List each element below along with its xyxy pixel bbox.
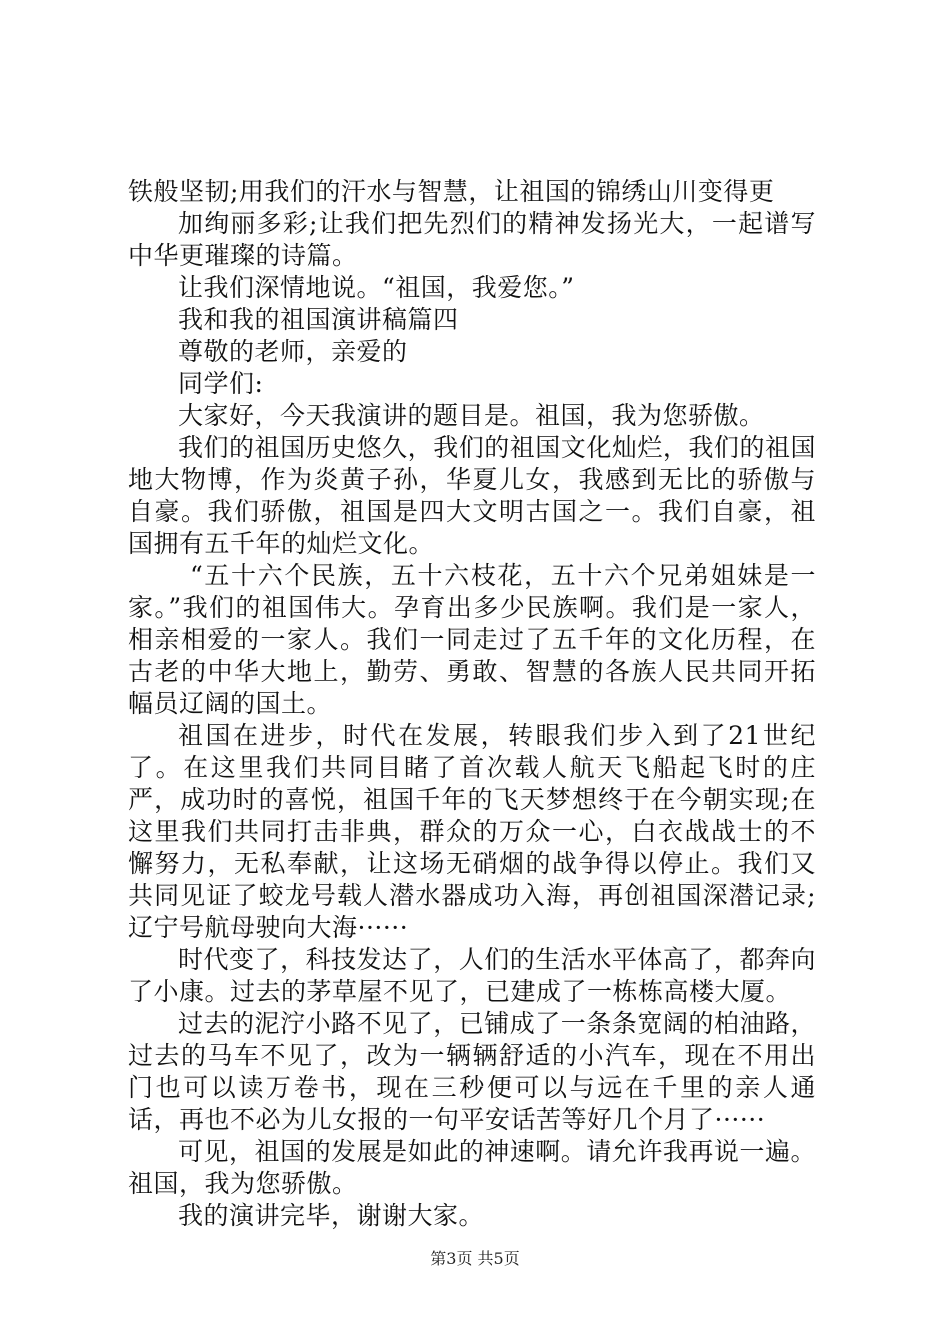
paragraph-nations: “五十六个民族，五十六枝花，五十六个兄弟姐妹是一家。”我们的祖国伟大。孕育出多少民族啊。我们是一家人，相亲相爱的一家人。我们一同走过了五千年的文化历程，在古老的中华大地上，勤劳、勇敢、智慧的各族人民共同开拓幅员辽阔的国土。 bbox=[128, 561, 816, 718]
paragraph-3: 让我们深情地说。“祖国，我爱您。” bbox=[178, 273, 575, 302]
salutation-line-2: 同学们: bbox=[178, 369, 264, 398]
paragraph-1: 铁般坚韧;用我们的汗水与智慧，让祖国的锦绣山川变得更 bbox=[128, 177, 775, 206]
page-number-footer: 第3页 共5页 bbox=[430, 1249, 520, 1268]
salutation-line-1: 尊敬的老师，亲爱的 bbox=[178, 337, 408, 366]
paragraph-conclusion: 可见，祖国的发展是如此的神速啊。请允许我再说一遍。祖国，我为您骄傲。 bbox=[128, 1137, 816, 1198]
paragraph-history: 我们的祖国历史悠久，我们的祖国文化灿烂，我们的祖国地大物博，作为炎黄子孙，华夏儿女，我感到无比的骄傲与自豪。我们骄傲，祖国是四大文明古国之一。我们自豪，祖国拥有五千年的灿烂文化。 bbox=[128, 433, 816, 558]
paragraph-greeting: 大家好，今天我演讲的题目是。祖国，我为您骄傲。 bbox=[178, 401, 765, 430]
paragraph-times: 时代变了，科技发达了，人们的生活水平体高了，都奔向了小康。过去的茅草屋不见了，已建成了一栋栋高楼大厦。 bbox=[128, 945, 816, 1006]
paragraph-past: 过去的泥泞小路不见了，已铺成了一条条宽阔的柏油路，过去的马车不见了，改为一辆辆舒适的小汽车，现在不用出门也可以读万卷书，现在三秒便可以与远在千里的亲人通话，再也不必为儿女报的一句平安话苦等好几个月了······ bbox=[128, 1009, 816, 1134]
paragraph-progress: 祖国在进步，时代在发展，转眼我们步入到了21世纪了。在这里我们共同目睹了首次载人航天飞船起飞时的庄严，成功时的喜悦，祖国千年的飞天梦想终于在今朝实现;在这里我们共同打击非典，群众的万众一心，白衣战战士的不懈努力，无私奉献，让这场无硝烟的战争得以停止。我们又共同见证了蛟龙号载人潜水器成功入海，再创祖国深潜记录;辽宁号航母驶向大海······ bbox=[128, 721, 816, 942]
paragraph-2: 加绚丽多彩;让我们把先烈们的精神发扬光大，一起谱写中华更璀璨的诗篇。 bbox=[128, 209, 816, 270]
paragraph-closing: 我的演讲完毕，谢谢大家。 bbox=[178, 1201, 485, 1230]
document-body bbox=[128, 176, 816, 1232]
section-heading: 我和我的祖国演讲稿篇四 bbox=[178, 305, 459, 334]
